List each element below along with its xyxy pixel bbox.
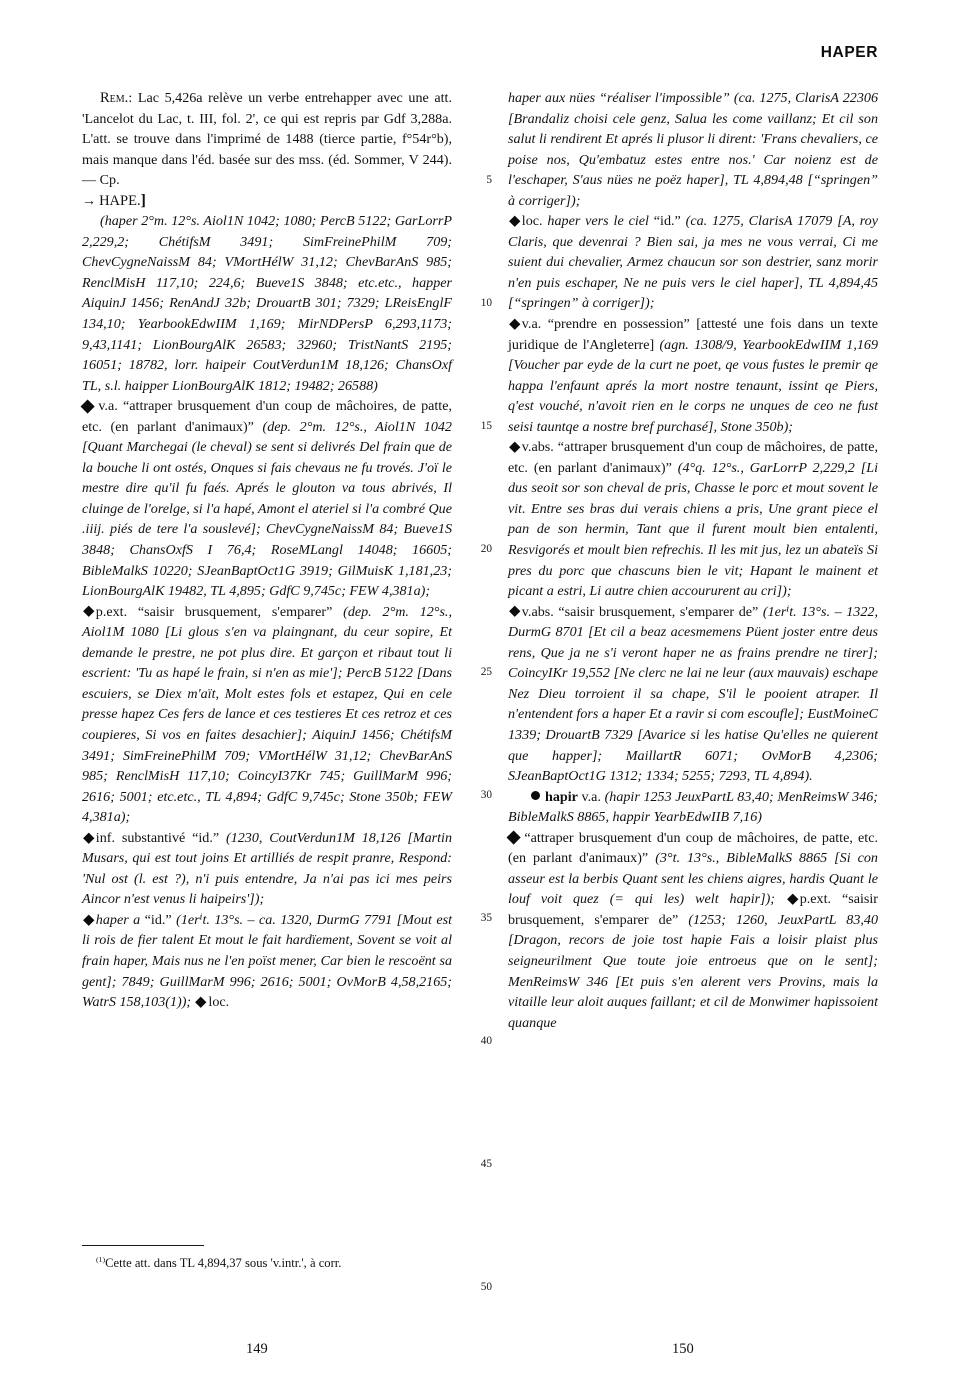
remark-paragraph xyxy=(82,88,452,211)
line-number: 10 xyxy=(480,297,492,309)
line-number: 50 xyxy=(480,1281,492,1293)
sense-2 xyxy=(82,602,452,828)
sense-2-citation: (dep. 2°m. 12°s., Aiol1M 1080 [Li glous s'en va plaingnant, du ceur sopire, Et demande le prestre, ne pot plus dire. Et garçon et ribaut tout li escrient: 'Tu as hapé le frain, si n'en as mie']; PercB 5122 [Dans escuiers, se Diex m'aït, Molt estes fols et estapez, Qui en cele presse hapez Ces fers de lance et ces testieres Et ces retroz et ces coupieres, Si vos en faites desachier]; AiquinJ 1456; ChétifsM 3491; SimFreinePhilM 709; VMortHélW 31,12; ChevBarAnS 985; RenclMisH 117,10; CoincyI37Kr 745; GuillMarM 996; 2616; 5001; etc.etc., TL 4,894; GdfC 9,745c; Stone 350b; FEW 4,381a); xyxy=(82,603,452,826)
entry-hapir-forms: (hapir 1253 JeuxPartL 83,40; MenReimsW 346; BibleMalkS 8865, happir YearbEdwIIB 7,16) xyxy=(508,788,878,826)
diamond-icon xyxy=(787,894,798,905)
diamond-icon xyxy=(506,831,521,846)
diamond-icon xyxy=(83,606,94,617)
crossref-arrow: → xyxy=(82,192,96,209)
sense-8 xyxy=(508,602,878,787)
sense-5-lemma: haper vers le ciel xyxy=(547,213,649,230)
line-number: 5 xyxy=(486,174,492,186)
column-left xyxy=(82,88,452,1013)
line-number: 35 xyxy=(480,912,492,924)
column-right xyxy=(508,88,878,1033)
hapir-sense-b-gloss: “saisir brusquement, s'emparer de” xyxy=(508,891,878,928)
sense-7-gloss: “attraper brusquement d'un coup de mâchoires, de patte, etc. (en parlant d'animaux)” xyxy=(508,439,878,476)
sense-1-pos: v.a. xyxy=(98,398,118,415)
sense-2-gloss: “saisir brusquement, s'emparer” xyxy=(137,603,333,620)
bracket-close: ] xyxy=(140,191,146,209)
sense-3-pos: inf. substantivé xyxy=(95,829,186,846)
sense-8-pos: v.abs. xyxy=(521,603,554,620)
footnote-block xyxy=(82,1245,452,1272)
sense-7 xyxy=(508,437,878,601)
sense-8-citation: (1erⁱt. 13°s. – 1322, DurmG 8701 [Et cil a beaz acesmemens Püent joster entre deus rens, Que ja ne s'i veront haper ne as frains prendre ne tirer]; CoincyIKr 19,552 [Ne clerc ne lai ne leur (aux mauvais) eschape Nez Dieu torroient il sa chape, S'il le pooient atraper. Il n'entendent fors a haper Et a ravir si com escoufle]; EustMoineC 1339; DrouartB 7329 [Avarice si les hatise Qu'elles ne quierent que happer]; MaillartR 6071; OvMorB 4,2306; SJeanBaptOct1G 1312; 1334; 5255; 7293, TL 4,894). xyxy=(508,603,878,785)
sense-4-gloss: “id.” xyxy=(144,911,172,928)
diamond-icon xyxy=(83,914,94,925)
sense-1-gloss: “attraper brusquement d'un coup de mâchoires, de patte, etc. (en parlant d'animaux)” xyxy=(82,398,452,435)
sense-5-gloss: “id.” xyxy=(653,213,681,230)
sense-3-gloss: “id.” xyxy=(192,829,220,846)
diamond-icon xyxy=(80,399,95,414)
hapir-sense-b-pos: p.ext. xyxy=(799,891,832,908)
footnote-marker: (1) xyxy=(96,1254,106,1264)
entry-hapir-headword-line xyxy=(508,787,878,828)
line-number: 20 xyxy=(480,543,492,555)
sense-6-gloss: “prendre en possession” xyxy=(547,316,690,333)
diamond-icon xyxy=(509,606,520,617)
sense-8-gloss: “saisir brusquement, s'emparer de” xyxy=(558,603,759,620)
footnote-text: Cette att. dans TL 4,894,37 sous 'v.intr.', à corr. xyxy=(105,1256,342,1270)
sense-6-pos: v.a. xyxy=(521,316,542,333)
line-number: 45 xyxy=(480,1158,492,1170)
entry-hapir-pos: v.a. xyxy=(581,788,601,805)
remark-body: : Lac 5,426a relève un verbe entrehapper avec une att. 'Lancelot du Lac, t. III, fol. 2', ce qui est repris par Gdf 3,288a. L'att. se trouve dans l'imprimé de 1488 (tierce partie, f°54r°b), mais manque dans l'éd. basée sur des mss. (éd. Sommer, V 244). — Cp. xyxy=(82,90,452,189)
crossref-hape[interactable]: HAPE. xyxy=(99,192,141,209)
footnote xyxy=(82,1254,452,1272)
page-title: HAPER xyxy=(820,44,878,61)
sense-4-next-marker: loc. xyxy=(208,994,230,1011)
diamond-icon xyxy=(509,318,520,329)
line-number: 25 xyxy=(480,666,492,678)
sense-6 xyxy=(508,314,878,437)
sense-2-pos: p.ext. xyxy=(95,603,128,620)
entry-hapir-lemma[interactable]: hapir xyxy=(545,788,578,805)
loc-continued: haper aux nües “réaliser l'impossible” (ca. 1275, ClarisA 22306 [Brandaliz choisi cele genz, Salua les come vaillanz; Et cil son salut li rendirent Et aprés li plusor li dirent: 'Frans chevaliers, ce poise nos, Qu'embatuz estes entre nos.' Car noienz est de l'eschaper, S'aus nües ne poëz haper], TL 4,894,48 [“springen” à corriger]); xyxy=(508,90,878,209)
line-number: 40 xyxy=(480,1035,492,1047)
sense-6-citation: (agn. 1308/9, YearbookEdwIIM 1,169 [Voucher par eyde de la curt ne poet, qe vous fustes le premir qe happa l'enfaunt aprés la mort nostre tenaunt, issint qe Piers, q'est vouché, n'avoit rien en le corps ne unques de ceo ne fust seisi tauntqe a nostre bref purchasé], Stone 350b); xyxy=(508,336,878,435)
entry-hapir-sense-a xyxy=(508,828,878,1033)
remark-label: Rem. xyxy=(100,90,129,106)
sense-7-pos: v.abs. xyxy=(521,439,554,456)
diamond-icon xyxy=(195,996,206,1007)
footnote-rule xyxy=(82,1245,204,1246)
sense-5-pos: loc. xyxy=(521,213,543,230)
sense-4-citation: (1erⁱt. 13°s. – ca. 1320, DurmG 7791 [Mout est li rois de fier talent Et mout le fait hardïement, Sovent se voit al frain haper, Mais nus ne l'en poïst mener, Car bien le rescoënt sa gent]; 7849; GuillMarM 996; 2616; 5001; OvMorB 4,58,2165; WatrS 158,103(1)); xyxy=(82,911,452,1011)
diamond-icon xyxy=(509,216,520,227)
folio-right: 150 xyxy=(672,1341,694,1357)
diamond-icon xyxy=(509,442,520,453)
folio-left: 149 xyxy=(246,1341,268,1357)
hapir-sense-a-gloss: “attraper brusquement d'un coup de mâchoires, de patte, etc. (en parlant d'animaux)” xyxy=(508,829,878,867)
sense-4-lemma: haper a xyxy=(95,911,141,928)
sense-5 xyxy=(508,211,878,314)
sense-3-citation: (1230, CoutVerdun1M 18,126 [Martin Musars, qui est tout joins Et artilliés de respit pranre, Respond: 'Nul ost (l. est ?), n'i puis entendre, Ja n'ai pas ici mes peirs Aincor n'est venus li haipeirs']); xyxy=(82,829,453,908)
hapir-sense-b-citation: (1253; 1260, JeuxPartL 83,40 [Dragon, recors de joie tost hapie Fais a loisir plaist plus seigneurilment Que toute joie entroeus que on le sent]; MenReimsW 346 [Et puis s'en alerent vers Provins, mais la vitaille leur aloit auques faillant; et cil de Monwimer hapissoient quanque xyxy=(508,911,878,1031)
sense-1 xyxy=(82,396,452,601)
sense-5-citation: (ca. 1275, ClarisA 17079 [A, roy Claris, que devenrai ? Bien sai, ja mes ne vous verrai, Ci me suient dui chevalier, Armez chaucun sor son destrier, sanz morir n'en puis eschaper, Ne ne puis vers le ciel haper], TL 4,894,45 [“springen” à corriger]); xyxy=(508,213,878,312)
sense-4 xyxy=(82,910,452,1013)
sense-3 xyxy=(82,828,452,910)
bullet-icon xyxy=(531,791,540,800)
sense-6-note: [attesté une fois dans un texte juridique de l'Angleterre] xyxy=(508,316,879,353)
hapir-sense-a-citation: (3°t. 13°s., BibleMalkS 8865 [Si con asseur est la berbis Quant sent les chiens aigres, hardis Quant le louf voit quez (= qui les) welt hapir]); xyxy=(508,850,878,908)
line-number: 30 xyxy=(480,789,492,801)
diamond-icon xyxy=(83,832,94,843)
sense-7-citation: (4°q. 12°s., GarLorrP 2,229,2 [Li dus seoit sor son cheval de pris, Chasse le porc et mout sovent le vit. Entre ses bras dui verais chiens a pris, Une grant piece el pan de son hermin, Tant que il furent moult bien entalenti, Resvigorés et moult bien refrechis. Il les mit jus, lez un abateïs Si pres du porc que chascuns bien le vit; Hapant le mainent et picant a estri, Li autre chien accoururent au cri]); xyxy=(508,459,878,600)
forms-block: (haper 2°m. 12°s. Aiol1N 1042; 1080; PercB 5122; GarLorrP 2,229,2; ChétifsM 3491; SimFreinePhilM 709; ChevCygneNaissM 84; VMortHélW 31,12; ChevBarAnS 985; RenclMisH 117,10; 224,6; Bueve1S 3848; etc.etc., happer AiquinJ 1456; RenAndJ 32b; DrouartB 301; 7329; LReisEnglF 134,10; YearbookEdwIIM 1,169; MirNDPersP 6,293,1173; 9,43,1141; LionBourgAlK 26583; 32960; TristNantS 2195; 16051; 18782, lorr. haipeir CoutVerdun1M 18,126; ChansOxf TL, s.l. haipper LionBourgAlK 1812; 19482; 26588) xyxy=(82,213,452,394)
sense-1-citation: (dep. 2°m. 12°s., Aiol1N 1042 [Quant Marchegai (le cheval) se sent si delivrés Del frain que de la bouche li ont ostés, Onques si fais chevaus ne fu trovés. J'oï le mestre dire qu'il fu faés. Aprés le glouton va tous abrivés, Il cluinge de l'orelge, si l'a hapé, Amont el ateriel si l'a combré Que .iiij. piés de tere l'a souslevé]; ChevCygneNaissM 84; Bueve1S 3848; ChansOxfS I 76,4; RoseMLangl 14048; 16605; BibleMalkS 10220; SJeanBaptOct1G 3919; GilMuisK 1,181,23; LionBourgAlK 19482, TL 4,895; GdfC 9,745c; FEW 4,381a); xyxy=(82,418,452,600)
line-number: 15 xyxy=(480,420,492,432)
